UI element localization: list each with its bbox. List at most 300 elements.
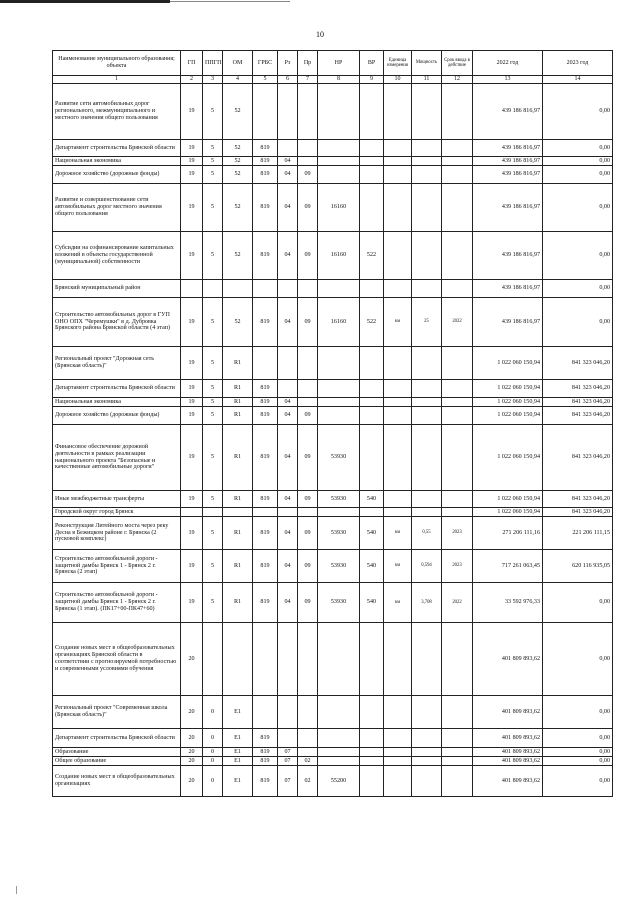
cell-ppgp: 5 (203, 298, 223, 347)
cell-ppgp: 5 (203, 380, 223, 398)
cell-rz (278, 347, 298, 380)
cell-ppgp (203, 623, 223, 696)
cell-grbs: 819 (253, 517, 278, 550)
cell-ppgp: 5 (203, 157, 223, 166)
cell-power (412, 491, 442, 508)
cell-rz: 04 (278, 398, 298, 407)
cell-name: Реконструкция Литейного моста через реку Десна в Бежицком районе г. Брянска (2 пусковой комплекс) (53, 517, 181, 550)
cell-vr (360, 757, 384, 766)
cell-grbs (253, 623, 278, 696)
cell-y2022: 401 809 893,62 (473, 696, 543, 729)
cell-nr (318, 280, 360, 298)
cell-gp: 19 (181, 425, 203, 491)
cell-pr: 02 (298, 766, 318, 797)
cell-power (412, 407, 442, 425)
cell-vr (360, 280, 384, 298)
cell-unit (384, 508, 412, 517)
cell-term: 2022 (442, 583, 473, 623)
table-row (53, 517, 613, 550)
table-row (53, 166, 613, 184)
cell-unit (384, 425, 412, 491)
cell-y2023: 620 116 935,05 (543, 550, 613, 583)
cell-y2023: 0,00 (543, 623, 613, 696)
cell-y2022: 439 186 816,97 (473, 166, 543, 184)
column-number: 1 (53, 76, 181, 84)
cell-name: Образование (53, 748, 181, 757)
cell-y2022: 439 186 816,97 (473, 84, 543, 140)
cell-gp: 19 (181, 380, 203, 398)
cell-nr (318, 166, 360, 184)
cell-nr (318, 407, 360, 425)
cell-om: 52 (223, 140, 253, 157)
cell-power (412, 757, 442, 766)
cell-gp: 19 (181, 184, 203, 232)
cell-om: R1 (223, 425, 253, 491)
cell-name: Национальная экономика (53, 157, 181, 166)
cell-y2023: 0,00 (543, 766, 613, 797)
cell-rz: 04 (278, 491, 298, 508)
cell-vr (360, 623, 384, 696)
header-cell-ppgp: ППГП (203, 51, 223, 76)
cell-vr (360, 748, 384, 757)
cell-rz: 04 (278, 298, 298, 347)
cell-grbs: 819 (253, 380, 278, 398)
cell-power (412, 280, 442, 298)
cell-om: R1 (223, 398, 253, 407)
column-number: 4 (223, 76, 253, 84)
margin-mark (16, 886, 17, 894)
cell-rz: 04 (278, 583, 298, 623)
cell-y2022: 401 809 893,62 (473, 748, 543, 757)
table-row (53, 298, 613, 347)
cell-gp: 20 (181, 696, 203, 729)
cell-term: 2022 (442, 298, 473, 347)
cell-y2023: 0,00 (543, 757, 613, 766)
header-cell-power: Мощность (412, 51, 442, 76)
cell-name: Развитие сети автомобильных дорог регионального, межмуниципального и местного значения общего пользования (53, 84, 181, 140)
cell-gp: 19 (181, 157, 203, 166)
cell-grbs: 819 (253, 550, 278, 583)
cell-rz (278, 508, 298, 517)
cell-gp: 19 (181, 407, 203, 425)
cell-power (412, 398, 442, 407)
cell-grbs: 819 (253, 425, 278, 491)
cell-grbs: 819 (253, 407, 278, 425)
cell-term (442, 140, 473, 157)
cell-ppgp: 0 (203, 748, 223, 757)
cell-term (442, 280, 473, 298)
table-row (53, 347, 613, 380)
cell-y2023: 841 323 046,20 (543, 380, 613, 398)
cell-om: R1 (223, 583, 253, 623)
cell-name: Национальная экономика (53, 398, 181, 407)
cell-om: 52 (223, 232, 253, 280)
cell-ppgp: 5 (203, 166, 223, 184)
cell-pr: 09 (298, 298, 318, 347)
table-row (53, 157, 613, 166)
cell-y2023: 0,00 (543, 232, 613, 280)
cell-rz (278, 84, 298, 140)
cell-nr (318, 84, 360, 140)
cell-power: 3,708 (412, 583, 442, 623)
cell-nr: 16160 (318, 298, 360, 347)
cell-om: R1 (223, 407, 253, 425)
cell-gp: 19 (181, 298, 203, 347)
cell-rz (278, 696, 298, 729)
cell-ppgp: 5 (203, 583, 223, 623)
cell-om (223, 508, 253, 517)
cell-y2023: 841 323 046,20 (543, 425, 613, 491)
cell-power: 0,594 (412, 550, 442, 583)
cell-vr (360, 508, 384, 517)
cell-y2022: 439 186 816,97 (473, 280, 543, 298)
table-row (53, 491, 613, 508)
cell-vr (360, 157, 384, 166)
column-number: 6 (278, 76, 298, 84)
cell-unit (384, 84, 412, 140)
cell-ppgp: 5 (203, 398, 223, 407)
cell-name: Департамент строительства Брянской области (53, 729, 181, 748)
cell-term (442, 347, 473, 380)
cell-gp: 20 (181, 729, 203, 748)
cell-rz (278, 729, 298, 748)
table-row (53, 508, 613, 517)
page-number: 10 (316, 30, 324, 39)
cell-gp: 19 (181, 583, 203, 623)
cell-power (412, 184, 442, 232)
cell-unit: км (384, 550, 412, 583)
table-row (53, 380, 613, 398)
cell-nr: 16160 (318, 184, 360, 232)
table-row (53, 550, 613, 583)
cell-pr (298, 623, 318, 696)
cell-power (412, 425, 442, 491)
cell-nr (318, 757, 360, 766)
cell-ppgp: 5 (203, 84, 223, 140)
cell-vr (360, 425, 384, 491)
cell-y2023: 221 206 111,15 (543, 517, 613, 550)
cell-power (412, 696, 442, 729)
cell-om: E1 (223, 766, 253, 797)
cell-y2022: 401 809 893,62 (473, 623, 543, 696)
header-cell-term: Срок ввода в действие (442, 51, 473, 76)
cell-om: 52 (223, 166, 253, 184)
cell-y2022: 439 186 816,97 (473, 232, 543, 280)
cell-name: Финансовое обеспечение дорожной деятельности в рамках реализации национального проекта "Безопасные и качественные автомобильные дороги" (53, 425, 181, 491)
cell-y2022: 439 186 816,97 (473, 298, 543, 347)
cell-power: 0,55 (412, 517, 442, 550)
cell-term (442, 166, 473, 184)
cell-nr: 53930 (318, 517, 360, 550)
cell-unit (384, 766, 412, 797)
cell-unit (384, 757, 412, 766)
cell-pr: 09 (298, 184, 318, 232)
cell-unit (384, 729, 412, 748)
cell-term (442, 425, 473, 491)
cell-ppgp (203, 508, 223, 517)
cell-om: 52 (223, 157, 253, 166)
cell-pr: 09 (298, 425, 318, 491)
cell-grbs (253, 84, 278, 140)
header-cell-nr: НР (318, 51, 360, 76)
cell-gp: 19 (181, 84, 203, 140)
cell-rz: 04 (278, 550, 298, 583)
header-cell-gp: ГП (181, 51, 203, 76)
cell-pr (298, 280, 318, 298)
table-row (53, 280, 613, 298)
cell-rz: 04 (278, 184, 298, 232)
cell-term (442, 766, 473, 797)
cell-name: Создание новых мест в общеобразовательных организациях Брянской области в соответствии с прогнозируемой потребностью и современными условиями обучения (53, 623, 181, 696)
header-cell-name: Наименование муниципального образования; объекта (53, 51, 181, 76)
cell-power (412, 232, 442, 280)
cell-power (412, 140, 442, 157)
cell-power (412, 623, 442, 696)
cell-power (412, 157, 442, 166)
cell-grbs: 819 (253, 491, 278, 508)
cell-name: Региональный проект "Дорожная сеть (Брянская область)" (53, 347, 181, 380)
cell-y2023: 841 323 046,20 (543, 491, 613, 508)
cell-grbs: 819 (253, 398, 278, 407)
cell-power (412, 347, 442, 380)
table-row (53, 757, 613, 766)
cell-om: R1 (223, 550, 253, 583)
cell-grbs (253, 347, 278, 380)
cell-om: 52 (223, 84, 253, 140)
cell-vr (360, 347, 384, 380)
table-body (53, 84, 613, 797)
cell-term (442, 407, 473, 425)
cell-nr (318, 696, 360, 729)
cell-power (412, 84, 442, 140)
cell-pr (298, 157, 318, 166)
cell-power (412, 729, 442, 748)
cell-unit: км (384, 517, 412, 550)
cell-term (442, 184, 473, 232)
cell-rz (278, 280, 298, 298)
cell-nr (318, 347, 360, 380)
cell-power (412, 748, 442, 757)
table-row (53, 407, 613, 425)
cell-unit (384, 157, 412, 166)
cell-vr (360, 84, 384, 140)
table-row (53, 84, 613, 140)
cell-y2022: 401 809 893,62 (473, 766, 543, 797)
column-number: 10 (384, 76, 412, 84)
header-cell-2022: 2022 год (473, 51, 543, 76)
cell-om: R1 (223, 517, 253, 550)
cell-om: E1 (223, 729, 253, 748)
cell-y2023: 841 323 046,20 (543, 508, 613, 517)
cell-y2023: 841 323 046,20 (543, 407, 613, 425)
cell-name: Департамент строительства Брянской области (53, 380, 181, 398)
cell-unit (384, 398, 412, 407)
header-cell-2023: 2023 год (543, 51, 613, 76)
cell-rz: 04 (278, 166, 298, 184)
cell-term (442, 491, 473, 508)
cell-vr: 540 (360, 517, 384, 550)
cell-y2023: 0,00 (543, 84, 613, 140)
header-cell-grbs: ГРБС (253, 51, 278, 76)
column-number: 12 (442, 76, 473, 84)
cell-term (442, 729, 473, 748)
header-row (53, 51, 613, 76)
cell-y2023: 0,00 (543, 166, 613, 184)
cell-rz: 07 (278, 757, 298, 766)
cell-y2023: 0,00 (543, 184, 613, 232)
cell-unit (384, 184, 412, 232)
cell-name: Строительство автомобильных дорог в ГУП ОНО ОПХ "Черемушки" в д. Дубровка Брянского района Брянской области (4 этап) (53, 298, 181, 347)
cell-pr: 02 (298, 757, 318, 766)
cell-nr (318, 729, 360, 748)
table-row (53, 140, 613, 157)
cell-rz: 04 (278, 517, 298, 550)
cell-grbs (253, 508, 278, 517)
cell-nr: 53930 (318, 583, 360, 623)
cell-rz (278, 380, 298, 398)
cell-pr (298, 696, 318, 729)
cell-grbs: 819 (253, 166, 278, 184)
cell-rz (278, 140, 298, 157)
table-row (53, 696, 613, 729)
cell-grbs: 819 (253, 298, 278, 347)
scan-artifact-thin (170, 1, 290, 2)
cell-unit (384, 407, 412, 425)
header-cell-vr: ВР (360, 51, 384, 76)
column-number: 3 (203, 76, 223, 84)
cell-y2023: 0,00 (543, 729, 613, 748)
cell-power (412, 380, 442, 398)
cell-nr: 53930 (318, 491, 360, 508)
cell-y2022: 401 809 893,62 (473, 757, 543, 766)
cell-vr (360, 166, 384, 184)
table-row (53, 583, 613, 623)
cell-vr: 522 (360, 232, 384, 280)
cell-vr (360, 140, 384, 157)
cell-nr: 53930 (318, 550, 360, 583)
cell-term (442, 398, 473, 407)
cell-pr (298, 84, 318, 140)
cell-power (412, 166, 442, 184)
cell-y2022: 1 022 060 150,94 (473, 347, 543, 380)
cell-ppgp: 5 (203, 232, 223, 280)
cell-grbs: 819 (253, 729, 278, 748)
column-number: 7 (298, 76, 318, 84)
cell-pr: 09 (298, 232, 318, 280)
table-row (53, 398, 613, 407)
cell-y2023: 841 323 046,20 (543, 347, 613, 380)
cell-vr: 540 (360, 583, 384, 623)
cell-om: E1 (223, 757, 253, 766)
cell-ppgp: 0 (203, 696, 223, 729)
cell-nr (318, 398, 360, 407)
cell-power: 25 (412, 298, 442, 347)
cell-pr (298, 398, 318, 407)
cell-y2022: 1 022 060 150,94 (473, 407, 543, 425)
cell-gp: 20 (181, 757, 203, 766)
cell-gp: 19 (181, 140, 203, 157)
cell-y2023: 0,00 (543, 280, 613, 298)
cell-unit (384, 491, 412, 508)
cell-om: E1 (223, 748, 253, 757)
cell-grbs: 819 (253, 140, 278, 157)
cell-name: Брянский муниципальный район (53, 280, 181, 298)
cell-term (442, 623, 473, 696)
cell-grbs: 819 (253, 157, 278, 166)
column-number: 8 (318, 76, 360, 84)
cell-rz: 04 (278, 232, 298, 280)
cell-nr (318, 623, 360, 696)
cell-term (442, 157, 473, 166)
cell-pr: 09 (298, 550, 318, 583)
cell-term (442, 757, 473, 766)
cell-nr (318, 380, 360, 398)
cell-unit (384, 140, 412, 157)
cell-pr: 09 (298, 166, 318, 184)
header-cell-rz: Рз (278, 51, 298, 76)
table-row (53, 748, 613, 757)
cell-name: Субсидии на софинансирование капитальных вложений в объекты государственной (муниципальной) собственности (53, 232, 181, 280)
cell-power (412, 766, 442, 797)
cell-y2022: 1 022 060 150,94 (473, 491, 543, 508)
table-row (53, 766, 613, 797)
cell-om: R1 (223, 347, 253, 380)
cell-om: 52 (223, 298, 253, 347)
table-row (53, 184, 613, 232)
cell-ppgp: 0 (203, 729, 223, 748)
table-row (53, 623, 613, 696)
cell-grbs: 819 (253, 232, 278, 280)
cell-y2023: 0,00 (543, 696, 613, 729)
cell-term (442, 380, 473, 398)
cell-term: 2023 (442, 550, 473, 583)
cell-y2022: 439 186 816,97 (473, 157, 543, 166)
cell-y2023: 0,00 (543, 298, 613, 347)
cell-gp (181, 280, 203, 298)
cell-unit (384, 748, 412, 757)
cell-y2022: 1 022 060 150,94 (473, 508, 543, 517)
cell-gp: 19 (181, 550, 203, 583)
cell-y2023: 0,00 (543, 157, 613, 166)
cell-unit: км (384, 583, 412, 623)
cell-rz: 07 (278, 766, 298, 797)
column-number: 2 (181, 76, 203, 84)
cell-rz: 04 (278, 157, 298, 166)
cell-ppgp: 5 (203, 407, 223, 425)
cell-y2023: 0,00 (543, 140, 613, 157)
column-number: 11 (412, 76, 442, 84)
cell-gp: 19 (181, 491, 203, 508)
cell-gp: 20 (181, 748, 203, 757)
cell-name: Дорожное хозяйство (дорожные фонды) (53, 407, 181, 425)
cell-nr (318, 140, 360, 157)
cell-power (412, 508, 442, 517)
table-row (53, 729, 613, 748)
cell-pr: 09 (298, 517, 318, 550)
cell-rz: 04 (278, 425, 298, 491)
cell-unit (384, 166, 412, 184)
cell-y2023: 0,00 (543, 583, 613, 623)
cell-unit (384, 280, 412, 298)
scan-artifact (0, 0, 170, 3)
cell-vr (360, 407, 384, 425)
cell-gp: 20 (181, 766, 203, 797)
cell-name: Создание новых мест в общеобразовательных организациях (53, 766, 181, 797)
cell-vr (360, 380, 384, 398)
cell-nr: 55200 (318, 766, 360, 797)
cell-gp: 19 (181, 166, 203, 184)
cell-om (223, 280, 253, 298)
